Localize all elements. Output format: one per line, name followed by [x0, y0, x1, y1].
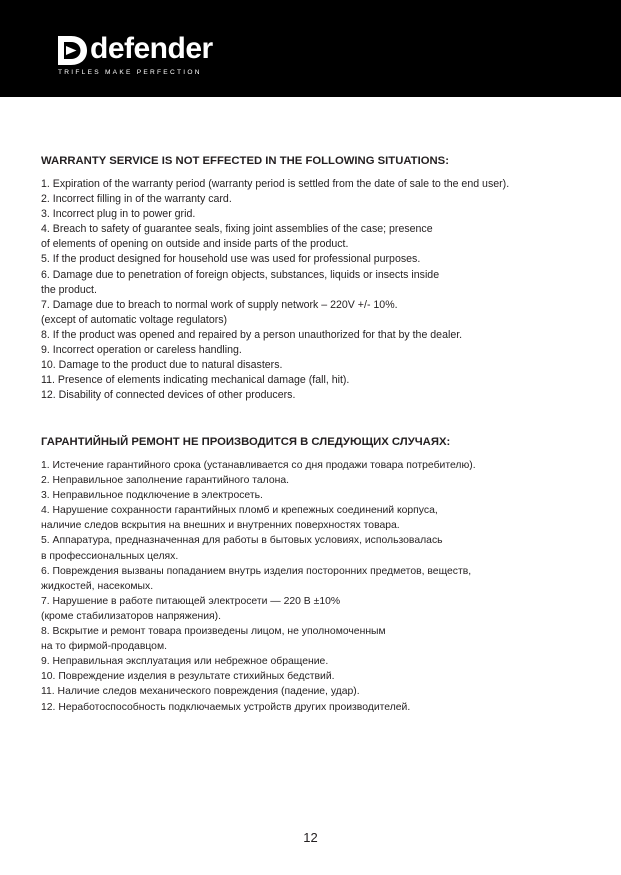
list-item: 12. Disability of connected devices of other producers.	[41, 389, 296, 402]
page-number: 12	[303, 830, 318, 845]
list-item: the product.	[41, 283, 97, 296]
list-item: 6. Damage due to penetration of foreign objects, substances, liquids or insects inside	[41, 268, 440, 281]
warranty-list-en	[41, 177, 591, 403]
list-item: 8. If the product was opened and repaired by a person unauthorized for that by the dealer.	[41, 328, 463, 341]
list-item: в профессиональных целях.	[41, 550, 179, 562]
list-item: 5. If the product designed for household use was used for professional purposes.	[41, 253, 421, 266]
list-item: 3. Неправильное подключение в электросеть.	[41, 490, 263, 502]
list-item: 7. Damage due to breach to normal work of supply network – 220V +/- 10%.	[41, 298, 398, 311]
list-item: 9. Неправильная эксплуатация или небрежное обращение.	[41, 656, 329, 668]
warranty-list-ru	[41, 458, 591, 715]
brand-logo	[57, 32, 227, 83]
list-item: 5. Аппаратура, предназначенная для работы в бытовых условиях, использовалась	[41, 535, 443, 547]
list-item: 1. Expiration of the warranty period (warranty period is settled from the date of sale to the end user).	[41, 178, 510, 190]
list-item: of elements of opening on outside and inside parts of the product.	[41, 238, 349, 251]
list-item: 3. Incorrect plug in to power grid.	[41, 208, 196, 221]
list-item: 7. Нарушение в работе питающей электросети — 220 В ±10%	[41, 595, 341, 607]
list-item: наличие следов вскрытия на внешних и внутренних поверхностях товара.	[41, 520, 400, 532]
list-item: 4. Breach to safety of guarantee seals, fixing joint assemblies of the case; presence	[41, 223, 433, 236]
header-band	[0, 0, 621, 97]
list-item: 11. Presence of elements indicating mechanical damage (fall, hit).	[41, 374, 350, 387]
section-title-en: WARRANTY SERVICE IS NOT EFFECTED IN THE FOLLOWING SITUATIONS:	[41, 155, 449, 167]
list-item: 4. Нарушение сохранности гарантийных пломб и крепежных соединений корпуса,	[41, 505, 438, 517]
list-item: жидкостей, насекомых.	[41, 580, 154, 592]
brand-tagline: TRIFLES MAKE PERFECTION	[58, 69, 202, 76]
list-item: 6. Повреждения вызваны попаданием внутрь изделия посторонних предметов, веществ,	[41, 565, 472, 577]
brand-name: defender	[90, 32, 213, 65]
list-item: (кроме стабилизаторов напряжения).	[41, 610, 221, 622]
warranty-section-en	[41, 153, 591, 403]
list-item: 12. Неработоспособность подключаемых устройств других производителей.	[41, 701, 411, 713]
list-item: 8. Вскрытие и ремонт товара произведены лицом, не уполномоченным	[41, 626, 386, 638]
list-item: 2. Incorrect filling in of the warranty card.	[41, 193, 232, 206]
section-title-ru: ГАРАНТИЙНЫЙ РЕМОНТ НЕ ПРОИЗВОДИТСЯ В СЛЕДУЮЩИХ СЛУЧАЯХ:	[41, 436, 451, 448]
list-item: 10. Damage to the product due to natural disasters.	[41, 359, 283, 372]
list-item: 9. Incorrect operation or careless handling.	[41, 344, 242, 357]
list-item: на то фирмой-продавцом.	[41, 641, 167, 653]
list-item: 1. Истечение гарантийного срока (устанавливается со дня продажи товара потребителю).	[41, 460, 476, 471]
warranty-section-ru	[41, 434, 591, 715]
list-item: 11. Наличие следов механического повреждения (падение, удар).	[41, 686, 360, 698]
list-item: 10. Повреждение изделия в результате стихийных бедствий.	[41, 671, 335, 683]
list-item: (except of automatic voltage regulators)	[41, 313, 228, 326]
list-item: 2. Неправильное заполнение гарантийного талона.	[41, 475, 290, 487]
defender-logo-icon	[57, 36, 87, 65]
